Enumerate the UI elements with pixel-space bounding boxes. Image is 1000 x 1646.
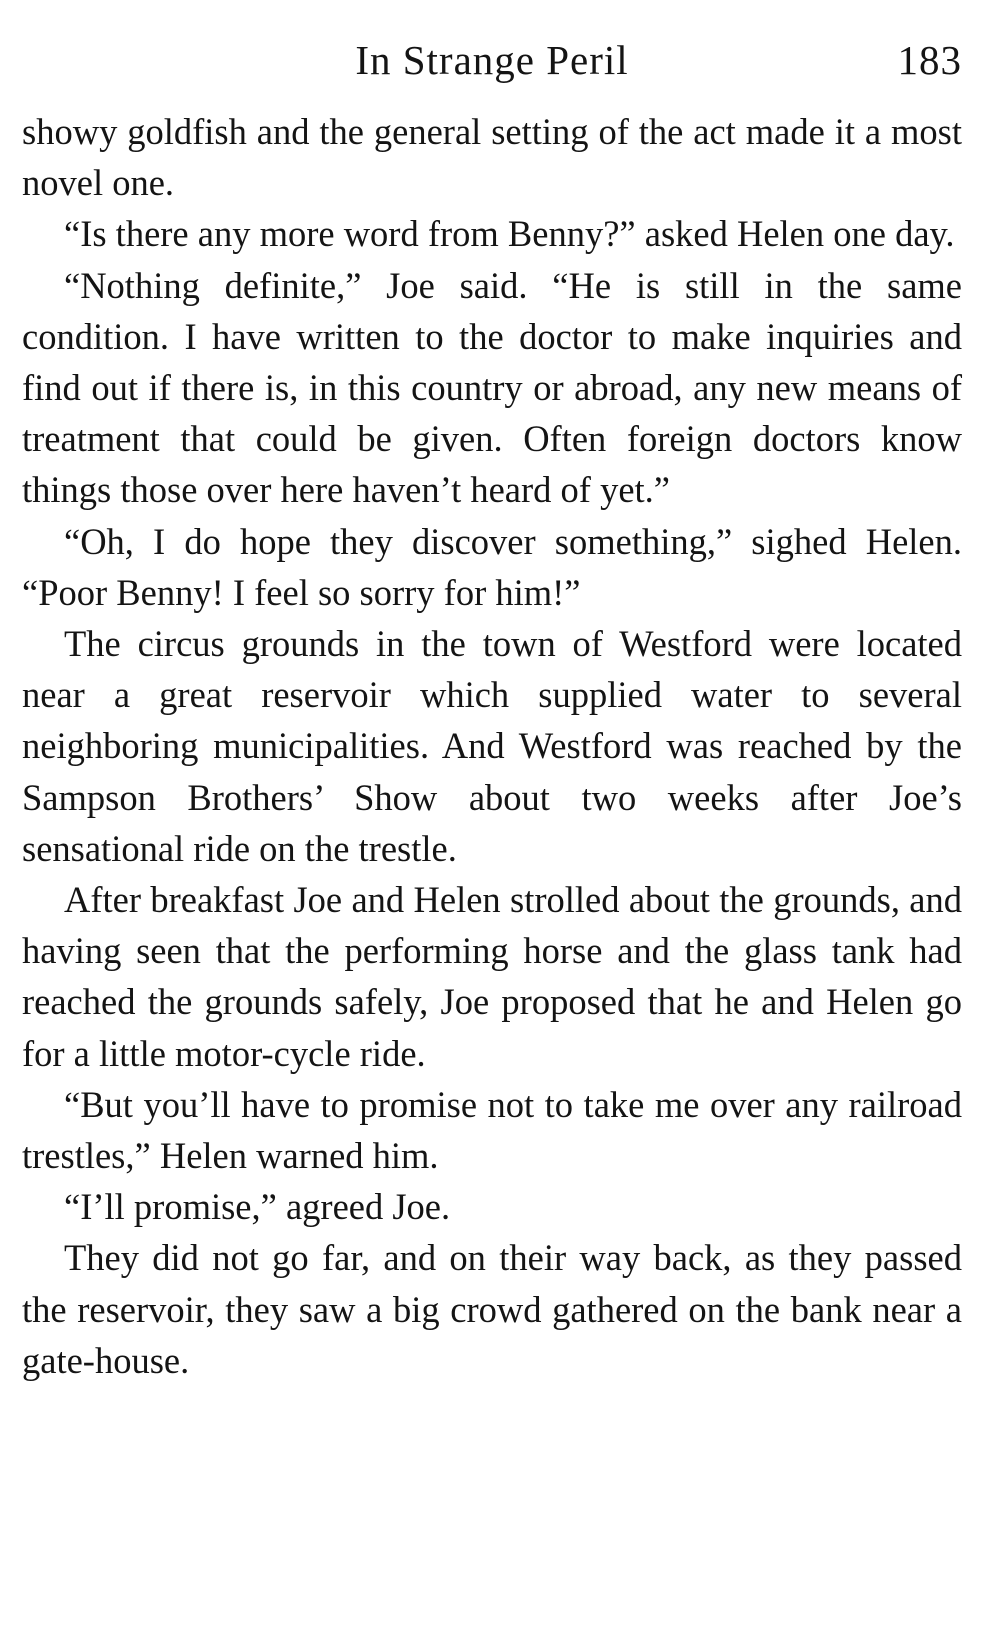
paragraph-continuation: showy goldfish and the general setting of the act made it a most novel one. bbox=[22, 111, 962, 204]
body-text bbox=[22, 106, 962, 1386]
running-title: In Strange Peril bbox=[355, 37, 629, 83]
paragraph: “I’ll promise,” agreed Joe. bbox=[64, 1186, 451, 1228]
running-head bbox=[22, 30, 962, 90]
paragraph: “But you’ll have to promise not to take me over any railroad trestles,” Helen warned him. bbox=[22, 1083, 962, 1177]
page-number: 183 bbox=[897, 37, 962, 83]
paragraph: The circus grounds in the town of Westford were located near a great reservoir which supplied water to several neighboring municipalities. And Westford was reached by the Sampson Brothers’ Show about two weeks after Joe’s sensational ride on the trestle. bbox=[22, 623, 962, 869]
paragraph: “Is there any more word from Benny?” asked Helen one day. bbox=[64, 213, 955, 255]
paragraph: “Oh, I do hope they discover something,” sighed Helen. “Poor Benny! I feel so sorry for him!” bbox=[22, 520, 962, 613]
paragraph: They did not go far, and on their way back, as they passed the reservoir, they saw a big crowd gathered on the bank near a gate-house. bbox=[22, 1237, 962, 1381]
paragraph: “Nothing definite,” Joe said. “He is still in the same condition. I have written to the doctor to make inquiries and find out if there is, in this country or abroad, any new means of treatment that could be given. Often foreign doctors know things those over here haven’t heard of yet.” bbox=[22, 264, 962, 511]
paragraph: After breakfast Joe and Helen strolled about the grounds, and having seen that the performing horse and the glass tank had reached the grounds safely, Joe proposed that he and Helen go for a little motor-cycle ride. bbox=[22, 879, 962, 1074]
